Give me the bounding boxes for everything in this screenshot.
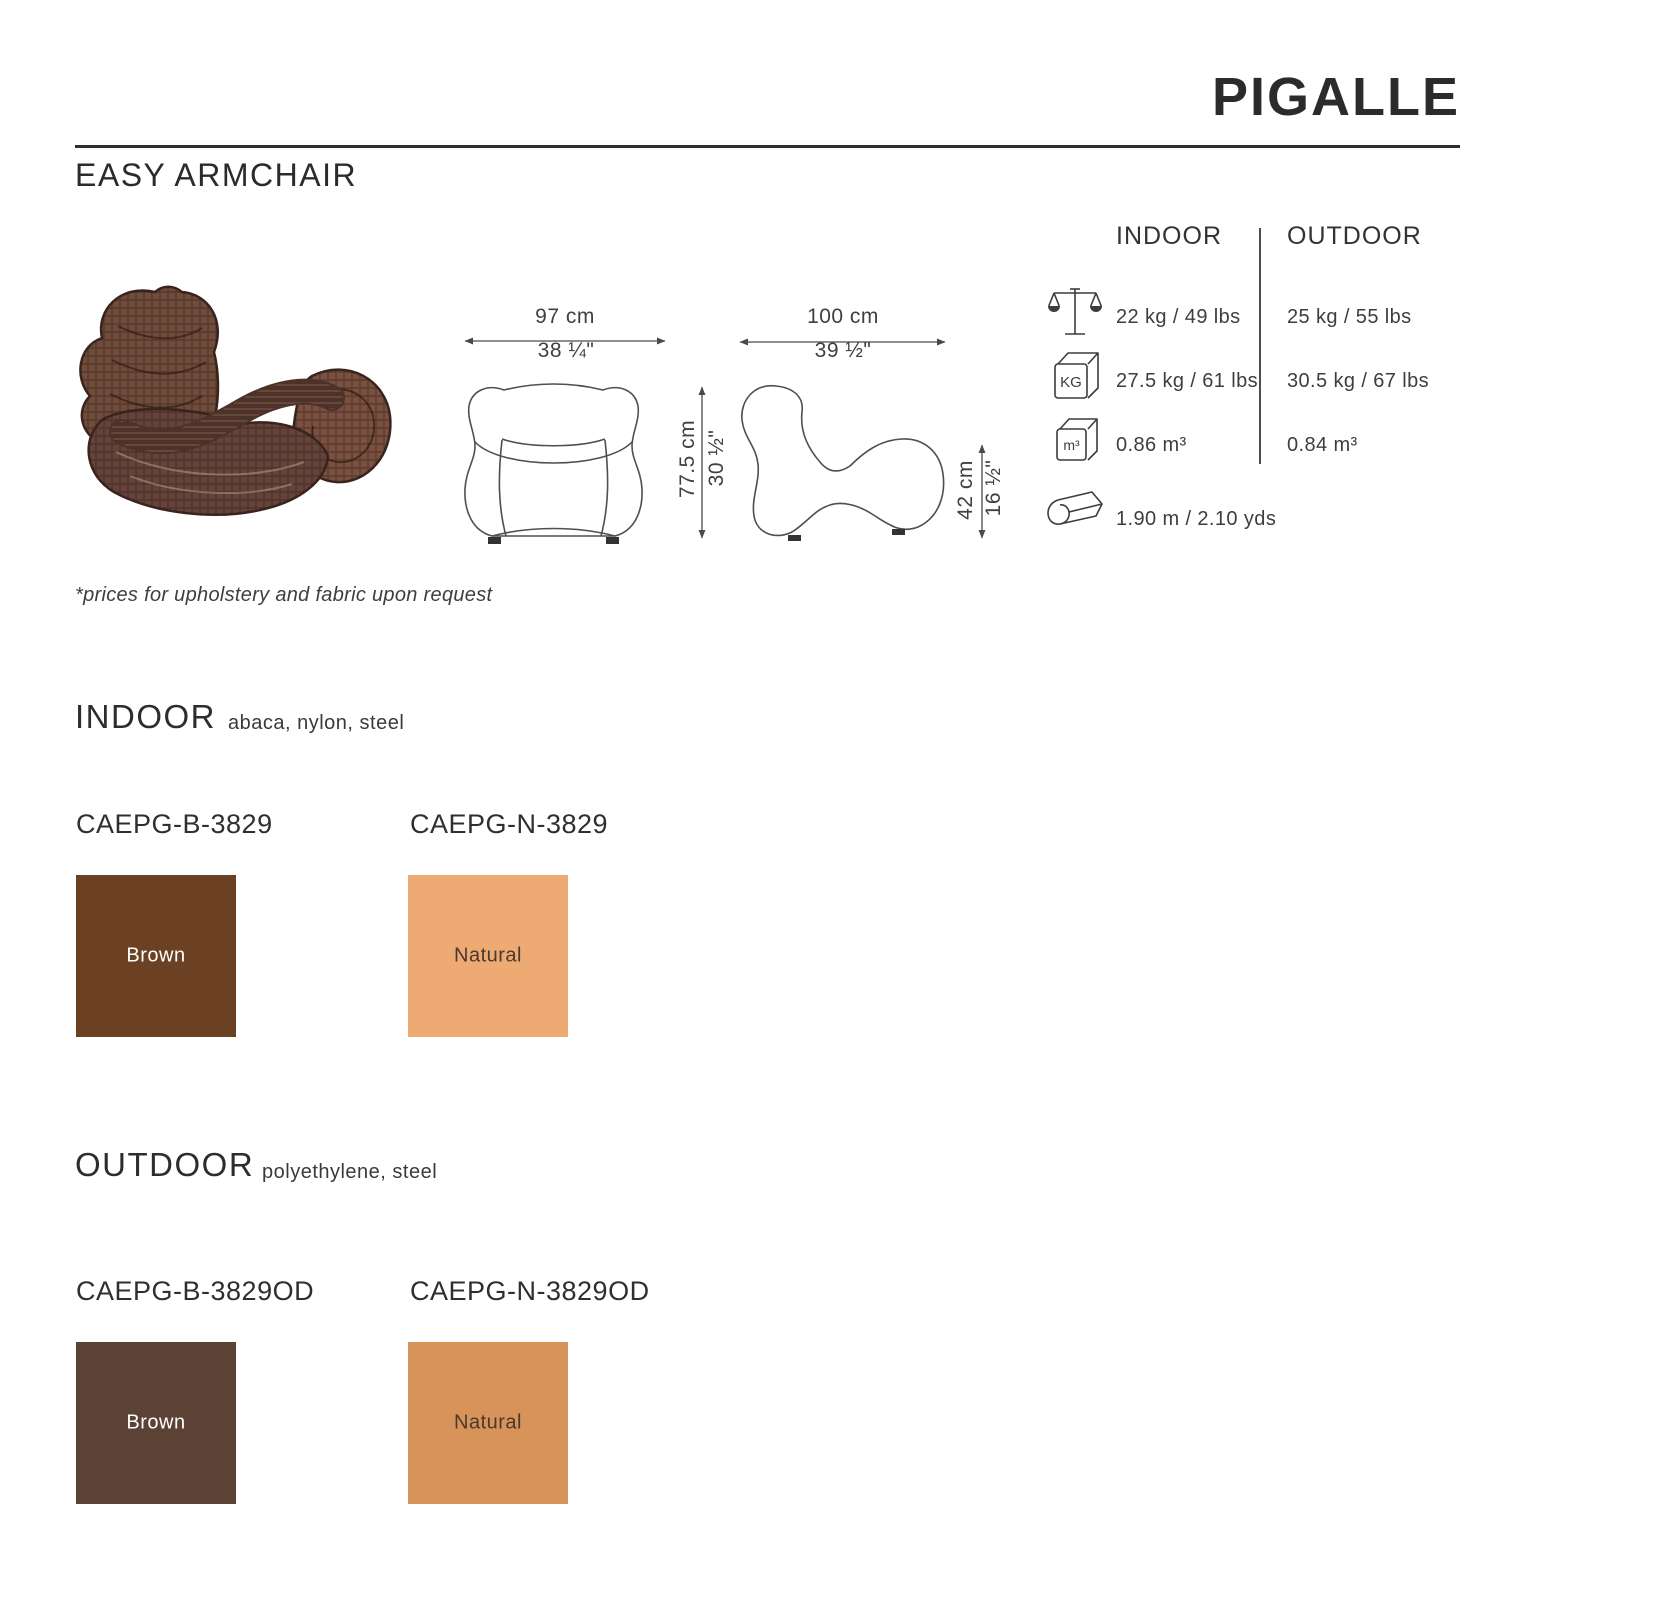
indoor-section-heading: INDOOR: [75, 698, 216, 735]
scale-icon: [1048, 284, 1102, 344]
product-photo: [60, 256, 410, 556]
volume-box-icon-label: m³: [1063, 437, 1080, 453]
specs-outdoor-header: OUTDOOR: [1287, 222, 1422, 250]
side-view-drawing: [742, 386, 944, 541]
specs-indoor-header: INDOOR: [1116, 222, 1222, 250]
swatch-code-outdoor-natural: CAEPG-N-3829OD: [410, 1276, 650, 1306]
spec-packed-weight-indoor: 27.5 kg / 61 lbs: [1116, 370, 1259, 392]
volume-box-icon: [1054, 416, 1100, 466]
kg-box-icon: [1052, 350, 1102, 404]
spec-volume-outdoor: 0.84 m³: [1287, 434, 1358, 456]
spec-volume-indoor: 0.86 m³: [1116, 434, 1187, 456]
swatch-code-indoor-brown: CAEPG-B-3829: [76, 809, 273, 839]
indoor-materials: abaca, nylon, steel: [228, 712, 405, 734]
spec-weight-indoor: 22 kg / 49 lbs: [1116, 306, 1241, 328]
header-divider-rule: [75, 145, 1460, 148]
outdoor-materials: polyethylene, steel: [262, 1161, 438, 1183]
front-height-in-label: 30 ½": [705, 429, 728, 487]
front-width-cm-label: 97 cm: [535, 305, 595, 328]
pricing-note: *prices for upholstery and fabric upon request: [75, 584, 493, 606]
side-height-cm-label: 42 cm: [954, 460, 977, 520]
kg-box-icon-label: KG: [1060, 374, 1082, 391]
side-width-in-label: 39 ½": [814, 339, 872, 362]
swatch-indoor-natural: [408, 875, 568, 1037]
swatch-code-outdoor-brown: CAEPG-B-3829OD: [76, 1276, 315, 1306]
dimension-drawings: [440, 290, 1020, 552]
side-width-cm-label: 100 cm: [807, 305, 879, 328]
spec-fabric-indoor: 1.90 m / 2.10 yds: [1116, 508, 1277, 530]
swatch-code-indoor-natural: CAEPG-N-3829: [410, 809, 609, 839]
swatch-outdoor-natural: [408, 1342, 568, 1504]
swatch-name-indoor-natural: Natural: [454, 944, 522, 967]
page-title: PIGALLE: [1211, 67, 1460, 127]
swatch-name-outdoor-natural: Natural: [454, 1411, 522, 1434]
product-name: EASY ARMCHAIR: [75, 157, 358, 193]
fabric-roll-icon: [1044, 488, 1106, 534]
side-height-in-label: 16 ½": [982, 459, 1005, 517]
spec-packed-weight-outdoor: 30.5 kg / 67 lbs: [1287, 370, 1430, 392]
swatch-indoor-brown: [76, 875, 236, 1037]
outdoor-section-heading: OUTDOOR: [75, 1146, 255, 1183]
front-height-cm-label: 77.5 cm: [676, 419, 699, 499]
specs-column-divider: [1259, 228, 1261, 464]
swatch-name-indoor-brown: Brown: [126, 944, 186, 967]
front-width-in-label: 38 ¼": [537, 339, 595, 362]
front-view-drawing: [465, 384, 642, 544]
swatch-name-outdoor-brown: Brown: [126, 1411, 186, 1434]
spec-weight-outdoor: 25 kg / 55 lbs: [1287, 306, 1412, 328]
swatch-outdoor-brown: [76, 1342, 236, 1504]
